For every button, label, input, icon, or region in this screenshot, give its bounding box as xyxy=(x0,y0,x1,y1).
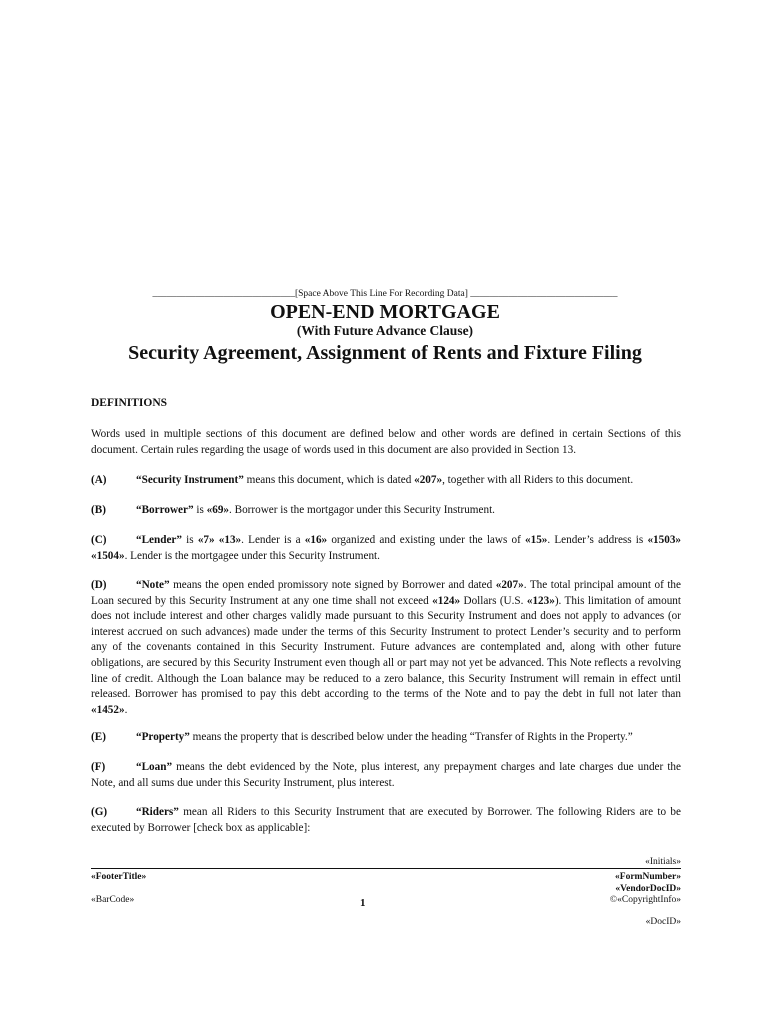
definition-label: (A) xyxy=(91,474,107,486)
footer-divider xyxy=(91,868,681,869)
definition-text: . xyxy=(124,703,128,716)
definition-text: . Lender is a xyxy=(241,534,305,546)
merge-field: «207» xyxy=(414,474,443,486)
definition-term: “Note” xyxy=(136,579,170,591)
definition-text: , together with all Riders to this document. xyxy=(442,474,634,486)
definition-term: “Lender” xyxy=(136,534,182,546)
definition-term: “Property” xyxy=(136,731,190,743)
definition-label: (B) xyxy=(91,504,106,516)
footer-initials: «Initials» xyxy=(645,857,681,867)
definition-text: . The total principal amount of the Loan secured by this Security Instrument at any one time shall not exceed xyxy=(91,579,681,607)
definition-text: mean all Riders to this Security Instrument that are executed by Borrower. The following Riders are to be executed by Borrower [check box as applicable]: xyxy=(91,806,681,834)
definition-term: “Loan” xyxy=(136,761,173,773)
recording-data-line: ______________________________[Space Above This Line For Recording Data] _______________________________ xyxy=(152,289,618,299)
definition-label: (D) xyxy=(91,579,107,591)
definition-label: (E) xyxy=(91,731,106,743)
definition-label: (C) xyxy=(91,534,107,546)
definition-d xyxy=(91,578,681,718)
definition-text: means this document, which is dated xyxy=(243,474,415,486)
definition-text: . Lender is the mortgagee under this Security Instrument. xyxy=(124,549,380,562)
definition-a xyxy=(91,473,681,489)
footer-vendor-doc-id: «VendorDocID» xyxy=(615,884,681,894)
merge-field: «124» xyxy=(432,594,461,607)
merge-field: «69» xyxy=(206,504,230,516)
merge-field: «15» xyxy=(525,534,548,546)
definition-text: ). This limitation of amount does not include interest and other charges validly made pursuant to this Security Instrument and does not apply to advances (or interest accrued on such advances) made under the terms of this Security Instrument to protect Lender’s security and to perform any of the covenants contained in this Security Instrument. Future advances are contemplated and, along with other future obligations, are secured by this Security Instrument even though all or part may not yet be advanced. This Note reflects a revolving line of credit. Although the Loan balance may be reduced to a zero balance, this Security Instrument will remain in effect until released. Borrower has promised to pay this debt according to the terms of the Note and to pay the debt in full not later than xyxy=(91,594,681,701)
merge-field: «123» xyxy=(526,594,555,607)
definition-c xyxy=(91,533,681,564)
footer-title: «FooterTitle» xyxy=(91,872,147,882)
definition-label: (G) xyxy=(91,806,108,818)
definition-term: “Security Instrument” xyxy=(136,474,244,486)
document-main-title: Security Agreement, Assignment of Rents and Fixture Filing xyxy=(128,342,642,364)
merge-field: «207» xyxy=(495,579,524,591)
footer-form-number: «FormNumber» xyxy=(615,872,681,882)
merge-field: «1503» «1504» xyxy=(91,534,682,562)
document-title: OPEN-END MORTGAGE xyxy=(270,301,500,323)
definition-b xyxy=(91,503,681,519)
footer-barcode: «BarCode» xyxy=(91,895,135,905)
definition-text: organized and existing under the laws of xyxy=(327,534,525,546)
definition-term: “Borrower” xyxy=(136,504,194,516)
definition-text: means the property that is described below under the heading “Transfer of Rights in the Property.” xyxy=(189,731,633,743)
definition-text: means the open ended promissory note signed by Borrower and dated xyxy=(169,579,496,591)
definition-e xyxy=(91,730,681,746)
definition-text: is xyxy=(193,504,207,516)
footer-doc-id: «DocID» xyxy=(645,917,681,927)
definitions-intro: Words used in multiple sections of this document are defined below and other words are defined in certain Sections of this document. Certain rules regarding the usage of words used in this document are also provided in Section 13. xyxy=(91,428,681,456)
merge-field: «16» xyxy=(304,534,328,546)
merge-field: «7» «13» xyxy=(197,534,242,546)
page-number: 1 xyxy=(360,897,366,909)
definition-text: . Lender’s address is xyxy=(547,534,648,546)
definition-f xyxy=(91,760,681,791)
merge-field: «1452» xyxy=(91,703,125,716)
definitions-heading: DEFINITIONS xyxy=(91,397,168,409)
definition-g xyxy=(91,805,681,836)
definition-label: (F) xyxy=(91,761,106,773)
definition-term: “Riders” xyxy=(136,806,179,818)
definition-text: means the debt evidenced by the Note, plus interest, any prepayment charges and late charges due under the Note, and all sums due under this Security Instrument, plus interest. xyxy=(91,761,681,789)
definition-text: Dollars (U.S. xyxy=(460,594,527,607)
definition-text: . Borrower is the mortgagor under this Security Instrument. xyxy=(229,504,495,516)
definition-text: is xyxy=(182,534,198,546)
document-subtitle: (With Future Advance Clause) xyxy=(296,323,474,338)
footer-copyright: ©«CopyrightInfo» xyxy=(609,895,681,905)
